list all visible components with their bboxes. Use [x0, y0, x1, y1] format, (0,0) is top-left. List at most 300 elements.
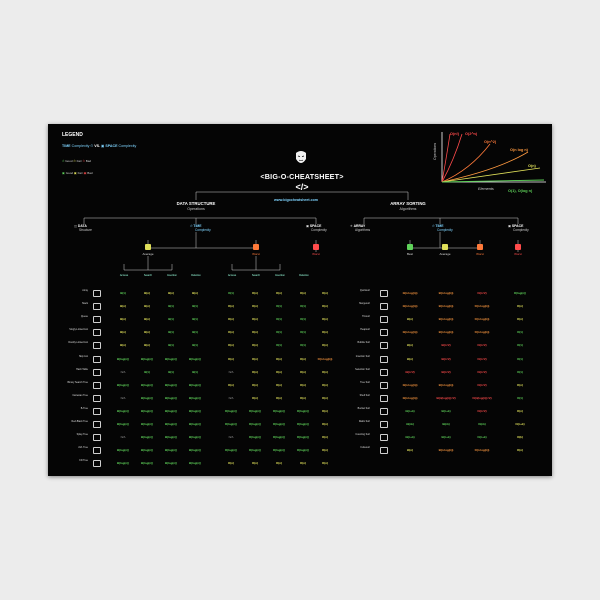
sort-cell: O(n+k): [477, 435, 487, 440]
sort-col-time-bold: TIME: [435, 224, 444, 228]
sort-col-time: [432, 225, 453, 232]
sort-cell: O(n): [517, 304, 523, 309]
ds-row-icon: [93, 447, 101, 454]
ds-worst-label: Worst: [252, 252, 260, 256]
sort-row-icon: [380, 303, 388, 310]
ds-cell: O(n): [322, 343, 328, 348]
ds-cell: Θ(1): [168, 317, 174, 322]
ds-cell: O(n): [300, 369, 306, 374]
ds-cell: Θ(log(n)): [140, 382, 154, 387]
sort-cell: Ω(n log(n)): [402, 395, 418, 400]
ds-cell: O(log(n)): [248, 422, 262, 426]
ds-cell: Θ(1): [168, 304, 174, 309]
ds-cell: O(log(n)): [296, 448, 310, 453]
sort-title: ARRAY SORTING: [390, 201, 426, 206]
sort-floppy-icon: ▣: [508, 224, 512, 228]
sort-cell: Θ(n+k): [441, 408, 451, 413]
ds-cell: O(n): [276, 356, 282, 361]
ds-cell: O(log(n)): [296, 422, 310, 426]
ds-cell: O(n): [276, 461, 282, 466]
grade-fair-space: Fair: [77, 171, 83, 175]
ds-cell: Θ(log(n)): [140, 395, 154, 400]
sort-cell: Ω(n+k): [405, 408, 415, 413]
sort-col-array-bold: ARRAY: [353, 224, 366, 228]
ds-col-space-sub: Complexity: [311, 227, 327, 232]
ds-cell: O(1): [276, 304, 282, 309]
ds-cell: O(n): [322, 448, 328, 453]
ds-cell: O(log(n)): [272, 448, 286, 453]
ds-row-icon: [93, 342, 101, 349]
grade-bad-space: Bad: [87, 171, 93, 175]
ds-cell: Θ(log(n)): [164, 356, 178, 361]
sort-row-name: Timsort: [362, 315, 370, 319]
ds-cell: Θ(log(n)): [188, 356, 202, 361]
sort-cell: O(n log(n)): [474, 330, 490, 335]
sort-row-icon: [380, 290, 388, 297]
ds-cell: Θ(1): [168, 343, 174, 348]
sort-cell: O(n): [517, 317, 523, 322]
ds-row-icon: [93, 316, 101, 323]
curve-label-constant: O(1), O(log n): [508, 189, 533, 193]
sort-col-space-sub: Complexity: [513, 227, 529, 232]
ds-cell: O(log(n)): [248, 435, 262, 440]
sort-row-name: Shell Sort: [359, 393, 370, 397]
ds-cell: O(n): [322, 369, 328, 374]
ds-cell: Θ(log(n)): [188, 448, 202, 453]
ds-cell: Θ(n): [144, 343, 150, 348]
ds-cell: O(n): [228, 461, 234, 466]
code-tag-icon: </>: [295, 182, 309, 192]
sort-cell: O(n^2): [477, 343, 487, 348]
ds-cell: O(n): [276, 382, 282, 387]
sort-row-icon: [380, 408, 388, 415]
ds-cell: Θ(log(n)): [140, 356, 154, 361]
sort-cell: Θ(n log(n)): [438, 382, 454, 387]
ds-row-icon: [93, 290, 101, 297]
sort-avg-label: Average: [439, 252, 451, 256]
ds-cell: O(n): [276, 395, 282, 400]
ds-cell: O(n): [252, 382, 258, 387]
sort-cell: O(log(n)): [513, 291, 527, 295]
sort-cell: Ω(n): [406, 343, 413, 348]
ds-cell: O(n): [252, 395, 258, 400]
ds-cell: O(n): [228, 330, 234, 335]
ds-cell: Θ(1): [192, 330, 198, 335]
sort-cell: Ω(n): [406, 448, 413, 453]
sort-row-name: Radix Sort: [358, 420, 370, 423]
sort-space-worst-face-icon: [515, 244, 521, 250]
ds-cell: N/A: [120, 395, 126, 400]
ds-cell: O(n): [322, 382, 328, 387]
sort-cell: Ω(n log(n)): [402, 304, 418, 309]
sort-cell: Ω(n): [406, 317, 413, 322]
sort-row-name: Heapsort: [360, 328, 370, 332]
sort-cell: O(1): [517, 356, 523, 361]
ds-cell: O(n): [300, 356, 306, 361]
ds-row-name: Hash Table: [76, 367, 88, 371]
sort-cell: O(n^2): [477, 369, 487, 374]
ds-cell: O(1): [276, 330, 282, 335]
ds-row-name: Binary Search Tree: [67, 380, 88, 384]
ds-cell: O(log(n)): [272, 408, 286, 413]
ds-cell: O(1): [300, 304, 306, 309]
ds-cell: Θ(n): [120, 330, 126, 335]
ds-col-space-bold: SPACE: [309, 224, 322, 228]
sort-cell: Θ(n log(n)): [438, 317, 454, 322]
ds-cell: Θ(1): [192, 369, 198, 374]
sort-cell: O(n log(n)): [474, 448, 490, 453]
op-header-avg-2: Insertion: [167, 274, 177, 277]
ds-cell: Θ(n): [144, 291, 150, 295]
sort-cell: Θ(n log(n)): [438, 291, 454, 295]
ds-cell: N/A: [228, 395, 234, 400]
ds-row-icon: [93, 460, 101, 467]
page-title: <BIG-O-CHEATSHEET>: [260, 172, 344, 181]
sort-cell: O(n+k): [515, 422, 525, 426]
sort-subtitle: Algorithms: [399, 207, 417, 211]
ds-cell: O(n): [300, 291, 306, 295]
ds-row-name: KD Tree: [79, 459, 88, 463]
sort-row-name: Bubble Sort: [357, 341, 370, 345]
chart-x-label: Elements: [478, 187, 494, 191]
sort-cell: Ω(n log(n)): [402, 382, 418, 387]
ds-cell: O(n): [228, 317, 234, 322]
sort-row-icon: [380, 342, 388, 349]
sort-cell: O(1): [517, 343, 523, 348]
ds-col-space: [306, 225, 327, 232]
sort-col-space-bold: SPACE: [511, 224, 524, 228]
ds-cell: N/A: [120, 435, 126, 440]
chart-y-label: Operations: [433, 142, 437, 160]
sort-cell: Ω(n): [406, 356, 413, 361]
ds-row-icon: [93, 303, 101, 310]
ds-cell: Θ(log(n)): [164, 382, 178, 387]
ds-cell: Θ(log(n)): [164, 395, 178, 400]
ds-cell: Θ(log(n)): [116, 408, 130, 413]
sort-space-worst-label: Worst: [514, 252, 522, 256]
ds-cell: O(log(n)): [248, 448, 262, 453]
legend-time-word: TIME: [62, 144, 71, 148]
ds-row-name: B-Tree: [80, 406, 88, 410]
ds-cell: Θ(1): [168, 369, 174, 374]
ds-cell: O(n): [228, 343, 234, 348]
ds-cell: Θ(log(n)): [116, 422, 130, 426]
curve-label-exponential: O(2^n): [465, 132, 478, 136]
ds-cell: Θ(log(n)): [164, 408, 178, 413]
ds-cell: O(n): [252, 304, 258, 309]
sort-row-icon: [380, 382, 388, 389]
ds-avg-label: Average: [142, 252, 154, 256]
space-bad-icon: ▣: [83, 171, 87, 175]
ds-cell: Θ(log(n)): [116, 448, 130, 453]
ds-cell: O(log(n)): [224, 408, 238, 413]
ds-cell: Θ(log(n)): [116, 461, 130, 466]
sort-cell: Θ(n^2): [441, 343, 451, 348]
sort-cell: Ω(n log(n)): [402, 291, 418, 295]
ds-cell: O(n): [276, 369, 282, 374]
sort-row-icon: [380, 329, 388, 336]
sort-cell: O(n^2): [477, 382, 487, 387]
ds-col-data: [74, 225, 92, 232]
curve-label-quadratic: O(n^2): [484, 140, 497, 144]
sort-row-icon: [380, 421, 388, 428]
stopwatch-icon: ⏱: [90, 144, 94, 148]
sort-worst-label: Worst: [476, 252, 484, 256]
ds-cell: O(1): [228, 291, 234, 295]
ds-title: DATA STRUCTURE: [176, 201, 216, 206]
sort-row-name: Selection Sort: [355, 367, 370, 371]
op-header-worst-0: Access: [227, 274, 237, 277]
ds-cell: O(n): [322, 408, 328, 413]
legend-title: LEGEND: [62, 132, 83, 138]
ds-row-icon: [93, 369, 101, 376]
sort-row-name: Mergesort: [359, 302, 370, 306]
sort-cell: O(n(log(n))^2): [472, 395, 492, 400]
ds-cell: Θ(log(n)): [140, 448, 154, 453]
ds-row-name: Queue: [80, 315, 88, 319]
average-face-icon: [145, 244, 151, 250]
ds-cell: Θ(log(n)): [164, 448, 178, 453]
ds-cell: O(log(n)): [296, 408, 310, 413]
ds-row-icon: [93, 421, 101, 428]
ds-row-name: Skip List: [78, 354, 88, 358]
op-header-worst-3: Deletion: [299, 274, 309, 277]
cheatsheet-poster: [48, 124, 552, 476]
ds-cell: O(n): [300, 395, 306, 400]
ds-cell: Θ(log(n)): [164, 461, 178, 466]
sort-cell: O(n): [517, 408, 523, 413]
space-fair-icon: ▣: [73, 171, 77, 175]
ds-cell: O(1): [300, 330, 306, 335]
ds-row-icon: [93, 329, 101, 336]
sort-cell: Θ(nk): [442, 422, 450, 426]
ds-cell: O(n): [276, 291, 282, 295]
ds-cell: O(n): [252, 343, 258, 348]
legend-space-sub: Complexity: [118, 144, 137, 148]
sort-col-array: [350, 225, 370, 232]
ds-cell: Θ(1): [192, 317, 198, 322]
sort-row-name: Counting Sort: [355, 433, 370, 437]
ds-cell: Θ(1): [192, 304, 198, 309]
worst-face-icon: [253, 244, 259, 250]
ds-cell: Θ(n): [144, 317, 150, 322]
ds-row-name: Array: [82, 289, 88, 292]
ds-cell: O(n): [228, 382, 234, 387]
array-icon: ✳: [350, 224, 353, 228]
legend-vs: VS.: [94, 144, 100, 148]
ds-cell: O(n): [322, 330, 328, 335]
ds-cell: Θ(log(n)): [188, 461, 202, 466]
sort-row-icon: [380, 395, 388, 402]
ds-cell: O(1): [276, 343, 282, 348]
ds-floppy-icon: ▣: [306, 224, 310, 228]
sort-row-icon: [380, 356, 388, 363]
sort-cell: O(nk): [478, 422, 486, 426]
ds-row-name: AVL Tree: [78, 446, 88, 450]
ds-cell: N/A: [228, 435, 234, 440]
ds-space-worst-label: Worst: [312, 252, 320, 256]
sort-col-array-sub: Algorithms: [355, 227, 371, 232]
ds-cell: O(log(n)): [272, 422, 286, 426]
ds-stopwatch-icon: ⏱: [190, 224, 193, 228]
ds-cell: N/A: [228, 369, 234, 374]
legend-space-word: SPACE: [105, 144, 118, 148]
sort-cell: Θ(n^2): [441, 356, 451, 361]
ds-row-icon: [93, 434, 101, 441]
grade-fair: Fair: [76, 159, 82, 163]
ds-cell: Θ(log(n)): [140, 408, 154, 413]
time-fair-icon: ⏱: [73, 159, 76, 163]
ds-cell: O(log(n)): [224, 448, 238, 453]
sort-col-time-sub: Complexity: [437, 227, 453, 232]
ds-cell: Θ(n): [120, 304, 126, 309]
op-header-avg-3: Deletion: [191, 274, 201, 277]
ds-cell: O(log(n)): [272, 435, 286, 440]
ds-cell: O(n): [322, 435, 328, 440]
sort-cell: O(n): [517, 448, 523, 453]
sort-cell: Θ(n^2): [441, 369, 451, 374]
ds-cell: Θ(1): [120, 291, 126, 295]
ds-cell: Θ(log(n)): [140, 422, 154, 426]
sort-cell: O(1): [517, 395, 523, 400]
sort-cell: O(1): [517, 330, 523, 335]
op-header-worst-2: Insertion: [275, 274, 285, 277]
ds-cell: O(n): [300, 461, 306, 466]
ds-cell: Θ(log(n)): [188, 435, 202, 440]
ds-cell: Θ(n): [120, 317, 126, 322]
ds-col-data-sub: Structure: [79, 227, 92, 232]
sort-cell: Ω(n+k): [405, 435, 415, 440]
ds-cell: O(n): [228, 304, 234, 309]
sort-row-name: Cubesort: [360, 446, 370, 450]
sort-cell: O(n^2): [477, 291, 487, 295]
time-bad-icon: ⏱: [82, 159, 85, 163]
ds-col-data-bold: DATA: [77, 224, 87, 228]
floppy-icon: ▣: [100, 144, 105, 148]
sort-cell: Θ(n log(n)): [438, 448, 454, 453]
op-header-avg-1: Search: [143, 274, 153, 277]
sort-cell: Θ(n(log(n))^2): [436, 395, 456, 400]
ds-cell: Θ(n): [120, 343, 126, 348]
legend-time-sub: Complexity: [71, 144, 90, 148]
ds-row-name: Cartesian Tree: [72, 393, 88, 397]
op-header-avg-0: Access: [119, 274, 129, 277]
ds-cell: O(n): [228, 356, 234, 361]
ds-cell: O(n): [322, 461, 328, 466]
ds-cell: Θ(log(n)): [140, 435, 154, 440]
ds-row-icon: [93, 382, 101, 389]
space-good-icon: ▣: [62, 171, 65, 175]
sort-cell: Ω(n log(n)): [402, 330, 418, 335]
ds-cell: N/A: [120, 369, 126, 374]
sort-best-label: Best: [406, 252, 413, 256]
ds-row-name: Stack: [82, 302, 88, 306]
sort-cell: O(n^2): [477, 356, 487, 361]
grade-bad: Bad: [85, 159, 92, 163]
ds-row-icon: [93, 356, 101, 363]
grade-good-space: Good: [65, 171, 74, 175]
sort-row-icon: [380, 434, 388, 441]
curve-label-factorial: O(n!): [450, 132, 460, 136]
sort-row-icon: [380, 447, 388, 454]
ds-cell: Θ(n): [168, 291, 174, 295]
ds-cell: Θ(log(n)): [140, 461, 154, 466]
op-header-worst-1: Search: [251, 274, 261, 277]
ds-cell: O(n): [322, 395, 328, 400]
ds-cell: O(n): [252, 356, 258, 361]
ds-cell: O(n): [252, 330, 258, 335]
sort-worst-face-icon: [477, 244, 483, 250]
ds-col-time-bold: TIME: [193, 224, 202, 228]
site-url[interactable]: www.bigocheatsheet.com: [274, 198, 318, 202]
curve-label-linear: O(n): [528, 164, 536, 168]
ds-cell: Θ(log(n)): [188, 422, 202, 426]
sort-row-name: Quicksort: [359, 289, 370, 292]
ds-col-time: [190, 225, 211, 232]
ds-cell: Θ(log(n)): [164, 435, 178, 440]
ds-cell: O(1): [300, 343, 306, 348]
ds-row-icon: [93, 408, 101, 415]
sort-row-name: Insertion Sort: [355, 354, 370, 358]
ds-cell: O(n): [322, 422, 328, 426]
ds-col-time-sub: Complexity: [195, 227, 211, 232]
ds-cell: Θ(1): [144, 369, 150, 374]
sort-row-icon: [380, 369, 388, 376]
sort-cell: O(n^2): [477, 408, 487, 413]
ds-row-name: Doubly-Linked List: [68, 341, 88, 345]
ds-cell: O(n): [252, 291, 258, 295]
sort-cell: O(k): [517, 435, 523, 440]
ds-row-name: Red-Black Tree: [71, 420, 88, 423]
ds-cell: Θ(log(n)): [116, 382, 130, 387]
database-icon: ◫: [74, 224, 78, 228]
ds-cell: Θ(log(n)): [188, 408, 202, 413]
sort-row-name: Tree Sort: [360, 380, 370, 384]
ds-cell: O(n): [322, 317, 328, 322]
ds-cell: O(n): [252, 461, 258, 466]
ds-cell: O(n): [322, 291, 328, 295]
sort-average-face-icon: [442, 244, 448, 250]
ds-row-name: Singly-Linked List: [69, 328, 88, 332]
sort-cell: Θ(n log(n)): [438, 330, 454, 335]
sort-cell: Ω(n^2): [405, 369, 415, 374]
ds-cell: O(n): [252, 317, 258, 322]
ds-cell: Θ(n): [192, 291, 198, 295]
ds-cell: Θ(log(n)): [188, 382, 202, 387]
ds-cell: O(1): [276, 317, 282, 322]
ds-subtitle: Operations: [187, 207, 205, 211]
curve-label-nlogn: O(n log n): [510, 148, 528, 152]
ds-cell: Θ(1): [192, 343, 198, 348]
sort-cell: O(n log(n)): [474, 317, 490, 322]
sort-cell: Θ(n+k): [441, 435, 451, 440]
sort-row-icon: [380, 316, 388, 323]
best-face-icon: [407, 244, 413, 250]
sort-cell: Θ(n log(n)): [438, 304, 454, 309]
space-worst-face-icon: [313, 244, 319, 250]
ds-cell: Θ(n): [144, 330, 150, 335]
ds-row-name: Splay Tree: [76, 433, 88, 437]
sort-row-name: Bucket Sort: [357, 406, 370, 410]
ds-cell: Θ(log(n)): [164, 422, 178, 426]
time-good-icon: ⏱: [62, 159, 65, 163]
grade-good: Good: [65, 159, 73, 163]
ds-cell: O(log(n)): [296, 435, 310, 440]
ds-cell: O(n): [252, 369, 258, 374]
sort-col-space: [508, 225, 529, 232]
sort-cell: Ω(nk): [406, 422, 414, 426]
ds-cell: O(log(n)): [248, 408, 262, 413]
